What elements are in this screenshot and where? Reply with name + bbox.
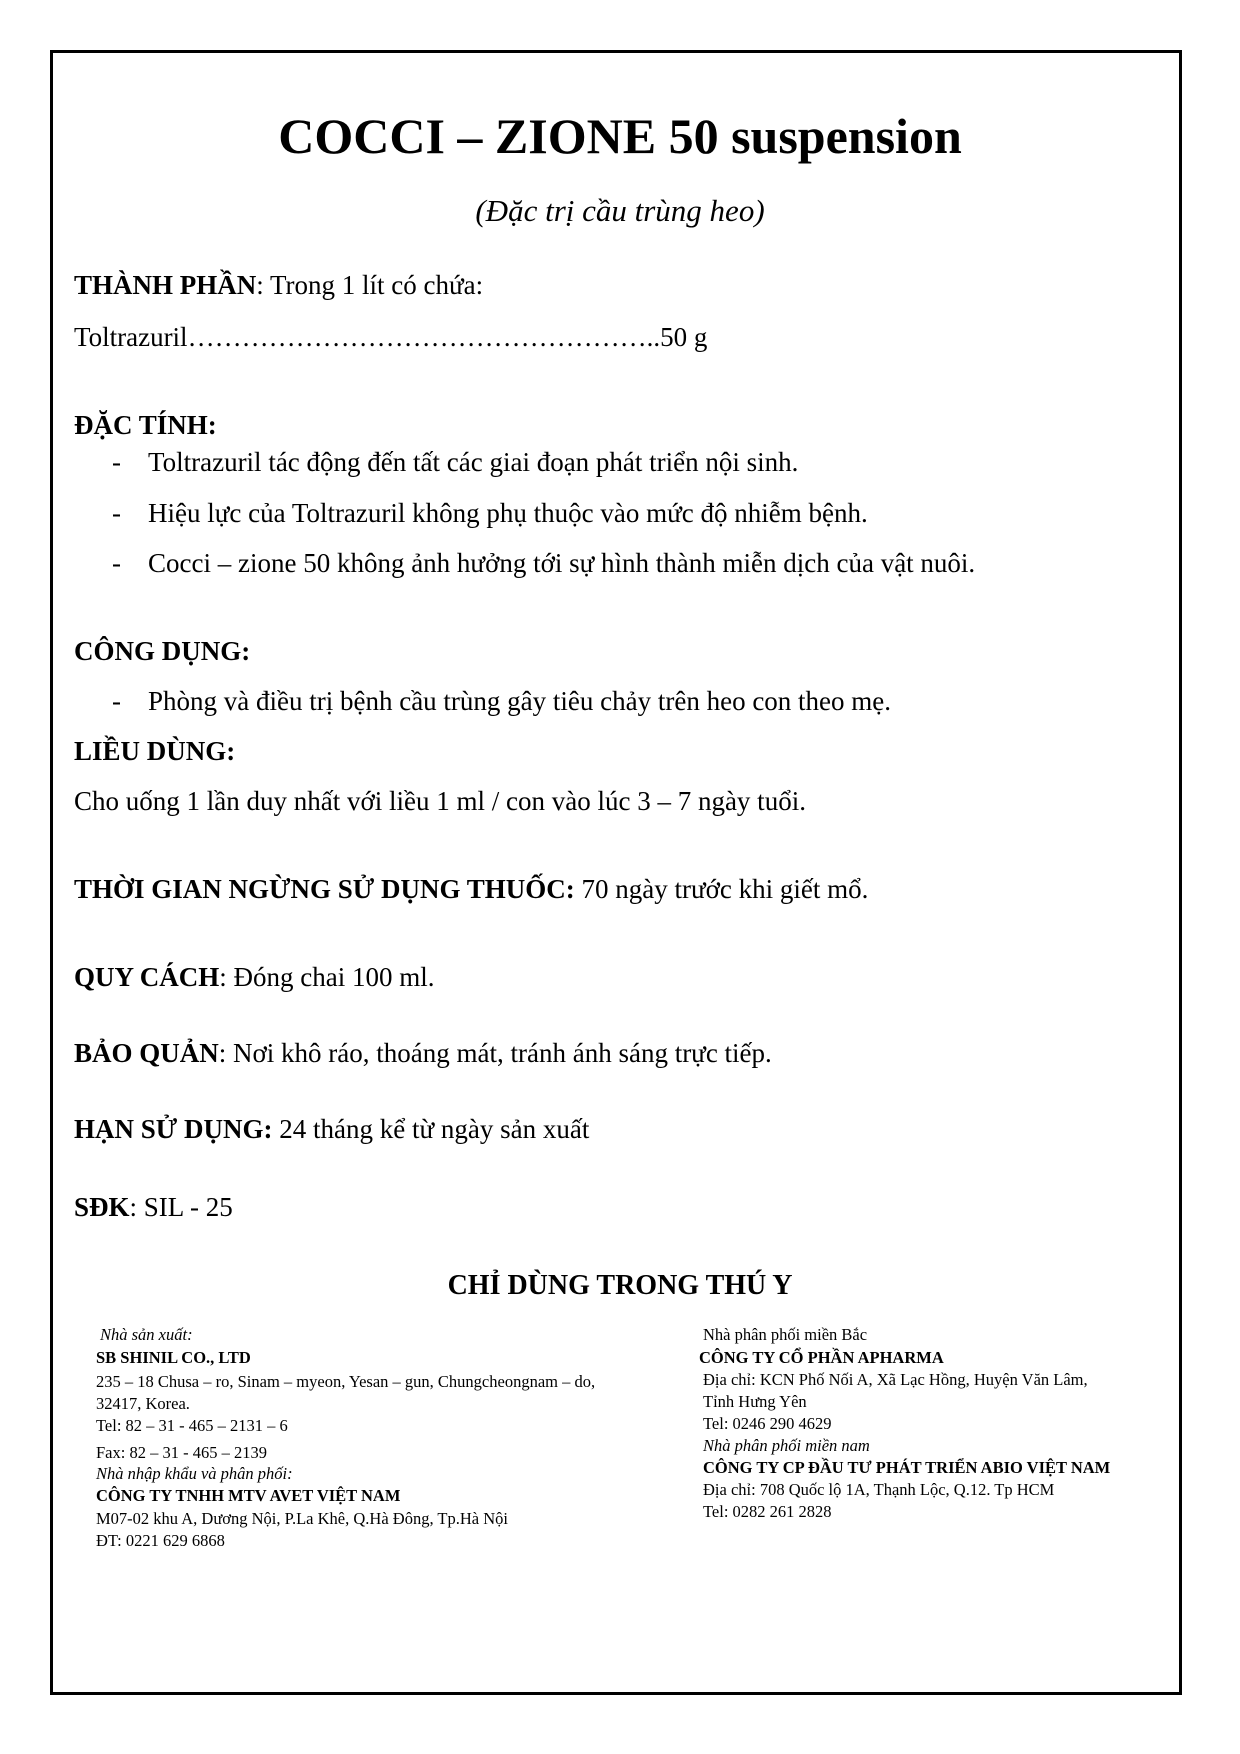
withdrawal-text: 70 ngày trước khi giết mổ.: [574, 874, 869, 904]
registration-line: [74, 1192, 233, 1223]
veterinary-only-notice: CHỈ DÙNG TRONG THÚ Y: [447, 1270, 793, 1301]
properties-item-text: Cocci – zione 50 không ảnh hưởng tới sự hình thành miễn dịch của vật nuôi.: [148, 548, 976, 578]
importer-phone: ĐT: 0221 629 6868: [96, 1531, 225, 1550]
usage-heading: CÔNG DỤNG:: [74, 636, 251, 666]
properties-item-text: Hiệu lực của Toltrazuril không phụ thuộc vào mức độ nhiễm bệnh.: [148, 498, 868, 528]
distributor-south-address: Địa chỉ: 708 Quốc lộ 1A, Thạnh Lộc, Q.12. Tp HCM: [703, 1480, 1055, 1499]
distributor-south-tel: Tel: 0282 261 2828: [703, 1502, 832, 1521]
bullet-dash: -: [112, 548, 121, 578]
storage-text: : Nơi khô ráo, thoáng mát, tránh ánh sáng trực tiếp.: [218, 1038, 772, 1068]
withdrawal-heading: THỜI GIAN NGỪNG SỬ DỤNG THUỐC:: [74, 874, 575, 904]
manufacturer-label: Nhà sản xuất:: [100, 1325, 193, 1344]
expiry-line: [74, 1114, 589, 1145]
distributor-south-label: Nhà phân phối miền nam: [703, 1436, 870, 1455]
packing-line: [74, 962, 434, 993]
page-title: COCCI – ZIONE 50 suspension: [278, 108, 962, 164]
importer-name: CÔNG TY TNHH MTV AVET VIỆT NAM: [96, 1486, 401, 1505]
packing-heading: QUY CÁCH: [74, 962, 220, 992]
distributor-north-name: CÔNG TY CỔ PHẦN APHARMA: [699, 1348, 944, 1367]
expiry-text: 24 tháng kể từ ngày sản xuất: [272, 1114, 590, 1144]
importer-address: M07-02 khu A, Dương Nội, P.La Khê, Q.Hà Đông, Tp.Hà Nội: [96, 1509, 508, 1528]
manufacturer-tel: Tel: 82 – 31 - 465 – 2131 – 6: [96, 1416, 288, 1435]
page-subtitle: (Đặc trị cầu trùng heo): [475, 193, 765, 228]
registration-text: : SIL - 25: [129, 1192, 233, 1222]
dosage-heading: LIỀU DÙNG:: [74, 736, 236, 766]
dosage-text: Cho uống 1 lần duy nhất với liều 1 ml / con vào lúc 3 – 7 ngày tuổi.: [74, 786, 806, 816]
manufacturer-address: 235 – 18 Chusa – ro, Sinam – myeon, Yesan – gun, Chungcheongnam – do,: [96, 1372, 596, 1391]
bullet-dash: -: [112, 447, 121, 477]
properties-item-text: Toltrazuril tác động đến tất các giai đoạn phát triển nội sinh.: [148, 447, 799, 477]
composition-line: [74, 270, 483, 301]
composition-intro: : Trong 1 lít có chứa:: [256, 270, 484, 300]
usage-item-text: Phòng và điều trị bệnh cầu trùng gây tiêu chảy trên heo con theo mẹ.: [148, 686, 892, 716]
packing-text: : Đóng chai 100 ml.: [219, 962, 435, 992]
bullet-dash: -: [112, 498, 121, 528]
storage-line: [74, 1038, 772, 1069]
properties-heading: ĐẶC TÍNH:: [74, 410, 217, 440]
withdrawal-line: [74, 874, 868, 905]
manufacturer-fax: Fax: 82 – 31 - 465 – 2139: [96, 1443, 267, 1462]
distributor-north-tel: Tel: 0246 290 4629: [703, 1414, 832, 1433]
distributor-north-address: Tỉnh Hưng Yên: [703, 1392, 807, 1411]
distributor-north-address: Địa chỉ: KCN Phố Nối A, Xã Lạc Hồng, Huyện Văn Lâm,: [703, 1370, 1088, 1389]
manufacturer-address: 32417, Korea.: [96, 1394, 190, 1413]
registration-heading: SĐK: [74, 1192, 130, 1222]
expiry-heading: HẠN SỬ DỤNG:: [74, 1114, 273, 1144]
storage-heading: BẢO QUẢN: [74, 1038, 219, 1068]
importer-label: Nhà nhập khẩu và phân phối:: [96, 1464, 293, 1483]
composition-ingredient: Toltrazuril……………………………………………..50 g: [74, 322, 708, 352]
composition-heading: THÀNH PHẦN: [74, 270, 257, 300]
distributor-north-label: Nhà phân phối miền Bắc: [703, 1325, 868, 1344]
bullet-dash: -: [112, 686, 121, 716]
distributor-south-name: CÔNG TY CP ĐẦU TƯ PHÁT TRIỂN ABIO VIỆT NAM: [703, 1458, 1111, 1477]
manufacturer-name: SB SHINIL CO., LTD: [96, 1348, 251, 1367]
